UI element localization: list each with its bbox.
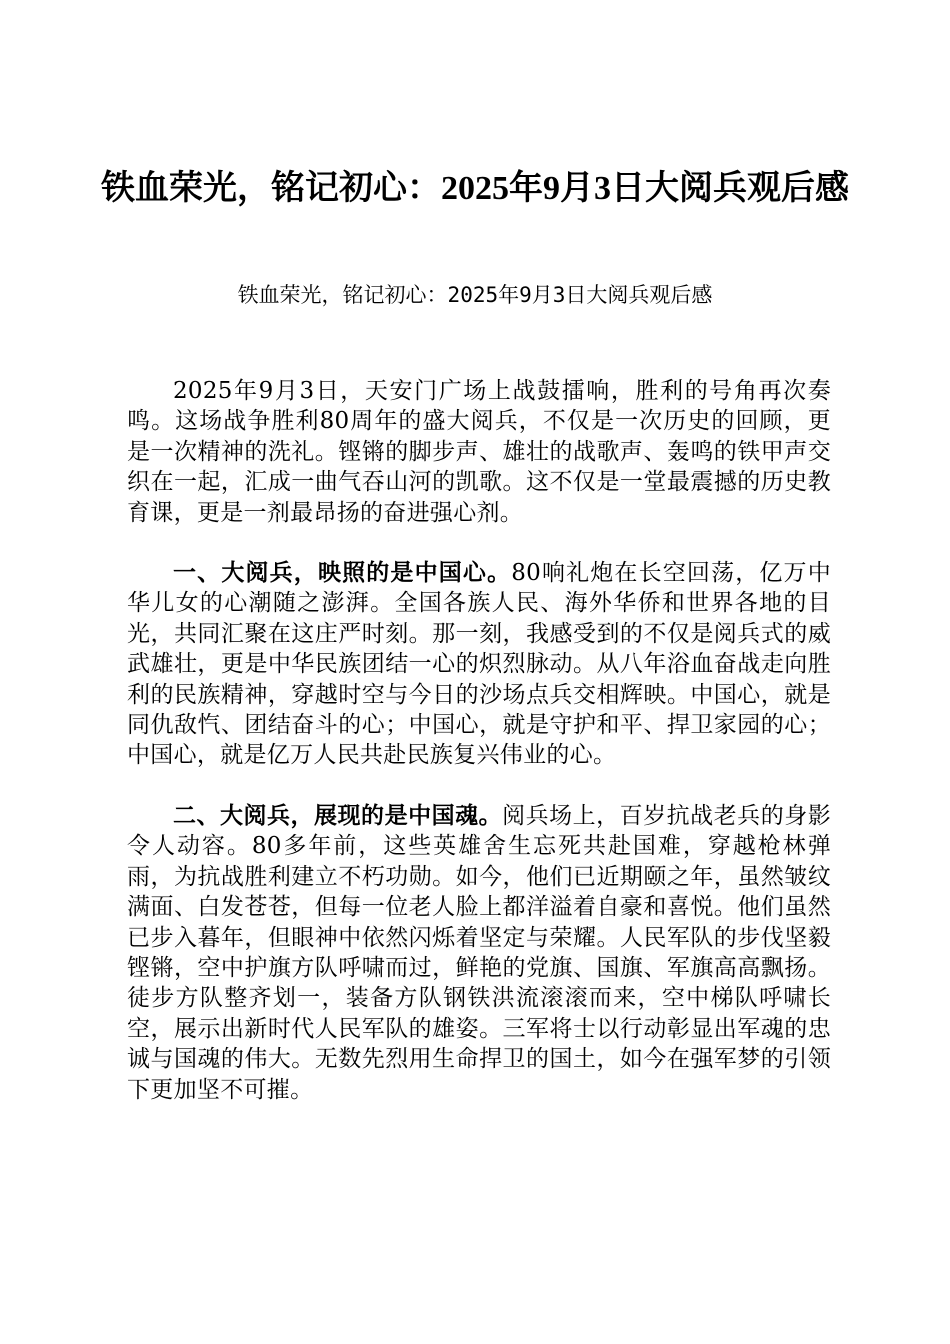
section-two-paragraph (127, 801, 831, 1105)
section-one-paragraph (127, 558, 831, 771)
section-two-heading: 二、大阅兵，展现的是中国魂。 (173, 801, 503, 829)
section-one-heading: 一、大阅兵，映照的是中国心。 (173, 559, 512, 587)
document-body (127, 376, 831, 1135)
document-subtitle: 铁血荣光，铭记初心：2025年9月3日大阅兵观后感 (237, 283, 713, 307)
paragraph-text: 阅兵场上，百岁抗战老兵的身影令人动容。80多年前，这些英雄舍生忘死共赴国难，穿越枪林弹雨，为抗战胜利建立不朽功勋。如今，他们已近期颐之年，虽然皱纹满面、白发苍苍，但每一位老人脸上都洋溢着自豪和喜悦。他们虽然已步入暮年，但眼神中依然闪烁着坚定与荣耀。人民军队的步伐坚毅铿锵，空中护旗方队呼啸而过，鲜艳的党旗、国旗、军旗高高飘扬。徒步方队整齐划一，装备方队钢铁洪流滚滚而来，空中梯队呼啸长空，展示出新时代人民军队的雄姿。三军将士以行动彰显出军魂的忠诚与国魂的伟大。无数先烈用生命捍卫的国土，如今在强军梦的引领下更加坚不可摧。 (127, 802, 832, 1103)
paragraph-text: 80响礼炮在长空回荡，亿万中华儿女的心潮随之澎湃。全国各族人民、海外华侨和世界各地的目光，共同汇聚在这庄严时刻。那一刻，我感受到的不仅是阅兵式的威武雄壮，更是中华民族团结一心的炽烈脉动。从八年浴血奋战走向胜利的民族精神，穿越时空与今日的沙场点兵交相辉映。中国心，就是同仇敌忾、团结奋斗的心；中国心，就是守护和平、捍卫家园的心；中国心，就是亿万人民共赴民族复兴伟业的心。 (127, 560, 832, 769)
paragraph-text: 2025年9月3日，天安门广场上战鼓擂响，胜利的号角再次奏鸣。这场战争胜利80周年的盛大阅兵，不仅是一次历史的回顾，更是一次精神的洗礼。铿锵的脚步声、雄壮的战歌声、轰鸣的铁甲声交织在一起，汇成一曲气吞山河的凯歌。这不仅是一堂最震撼的历史教育课，更是一剂最昂扬的奋进强心剂。 (127, 378, 831, 526)
document-title: 铁血荣光，铭记初心：2025年9月3日大阅兵观后感 (101, 170, 849, 207)
intro-paragraph (127, 376, 831, 528)
